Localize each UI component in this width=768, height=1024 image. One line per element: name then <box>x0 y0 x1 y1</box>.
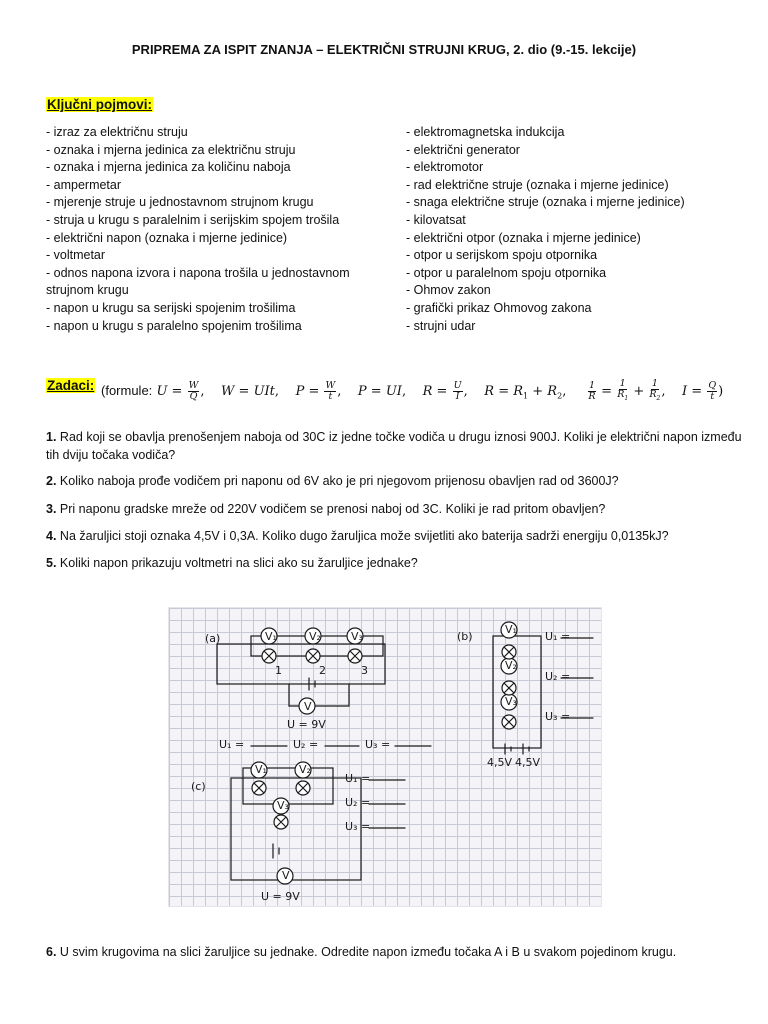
source-voltage-c: U = 9V <box>261 890 300 903</box>
formula-line: (formule: U = $\frac{W}{Q}$ , W = UIt, P = $\frac{W}{t}$ , P = UI, R = $\frac{U}{I}$ , $R = R_1 + R_2$, $\frac{1}{R}$ = $\frac{1}{R_1}$ + $\frac{1}{R_2}$ , I = $\frac{Q}{t}$ ) <box>101 378 724 402</box>
answer-label: U₂ = <box>545 670 571 683</box>
answer-label: U₃ = <box>545 710 571 723</box>
formulas-prefix: (formule: <box>101 382 153 398</box>
circuit-b-wire <box>493 636 541 748</box>
lamp-icon <box>502 715 516 729</box>
voltmeter-label: V₂ <box>505 659 517 672</box>
term-item: - elektromotor <box>406 160 484 175</box>
key-terms-left-column <box>46 124 350 335</box>
term-item: - oznaka i mjerna jedinica za količinu naboja <box>46 160 291 175</box>
task-2 <box>46 473 746 491</box>
answer-label: U₁ = <box>545 630 571 643</box>
circuit-c-wire <box>231 778 361 880</box>
circuit-c-label: (c) <box>191 780 206 793</box>
page-title: PRIPREMA ZA ISPIT ZNANJA – ELEKTRIČNI STRUJNI KRUG, 2. dio (9.-15. lekcije) <box>131 42 637 57</box>
term-item: - grafički prikaz Ohmovog zakona <box>406 300 592 315</box>
voltmeter-label: V <box>282 869 290 882</box>
lamp-icon <box>306 649 320 663</box>
term-item: - oznaka i mjerna jedinica za električnu struju <box>46 142 296 157</box>
key-terms-label: Ključni pojmovi: <box>47 97 153 112</box>
task-text: Koliki napon prikazuju voltmetri na slici ako su žaruljice jednake? <box>59 556 418 570</box>
task-text: Pri naponu gradske mreže od 220V vodičem se prenosi naboj od 3C. Koliki je rad pritom obavljen? <box>59 502 606 516</box>
lamp-icon <box>252 781 266 795</box>
fraction: $\frac{Q}{t}$ <box>708 379 717 402</box>
fraction: $\frac{W}{Q}$ <box>188 379 199 402</box>
term-item: - odnos napona izvora i napona trošila u jednostavnom <box>46 265 350 280</box>
term-item: - elektromagnetska indukcija <box>406 125 565 139</box>
task-text: Koliko naboja prođe vodičem pri naponu od 6V ako je pri njegovom prijenosu obavljen rad od 3600J? <box>59 474 619 488</box>
circuit-diagram-figure <box>168 607 602 907</box>
tasks-label: Zadaci: <box>47 378 95 393</box>
battery-icon <box>505 744 529 754</box>
key-terms-right-column <box>406 124 685 335</box>
battery-voltage: 4,5V <box>487 756 513 769</box>
voltmeter-label: V₁ <box>265 630 277 643</box>
term-item: - struja u krugu s paralelnim i serijskim spojem trošila <box>46 212 340 227</box>
voltmeter-label: V₂ <box>309 630 321 643</box>
circuit-b-label: (b) <box>457 630 473 643</box>
voltmeter-label: V <box>304 700 312 713</box>
lamp-icon <box>502 681 516 695</box>
answer-label: U₃ = <box>345 820 371 833</box>
source-voltage-a: U = 9V <box>287 718 326 731</box>
answer-label: U₂ = <box>345 796 371 809</box>
term-item: - izraz za električnu struju <box>46 125 188 139</box>
lamp-number: 3 <box>361 664 368 677</box>
voltmeter-label: V₁ <box>505 623 517 636</box>
voltmeter-label: V₃ <box>277 799 289 812</box>
fraction: $\frac{1}{R_2}$ <box>649 378 661 402</box>
term-item: - napon u krugu sa serijski spojenim trošilima <box>46 300 296 315</box>
lamp-icon <box>502 645 516 659</box>
term-item: strujnom krugu <box>46 283 129 298</box>
task-number: 6. <box>46 945 57 959</box>
fraction: $\frac{U}{I}$ <box>453 379 462 402</box>
lamp-icon <box>262 649 276 663</box>
term-item: - otpor u paralelnom spoju otpornika <box>406 265 607 280</box>
term-item: - napon u krugu s paralelno spojenim trošilima <box>46 318 302 333</box>
term-item: - kilovatsat <box>406 212 466 227</box>
task-text: Rad koji se obavlja prenošenjem naboja od 30C iz jedne točke vodiča u drugu iznosi 900J. Koliki je električni napon između tih dviju točaka vodiča? <box>46 430 742 462</box>
answer-label: U₃ = <box>365 738 391 751</box>
task-text: Na žaruljici stoji oznaka 4,5V i 0,3A. Koliko dugo žaruljica može svijetliti ako baterija sadrži energiju 0,0135kJ? <box>59 529 669 543</box>
term-item: - Ohmov zakon <box>406 283 491 298</box>
term-item: - električni otpor (oznaka i mjerne jedinice) <box>406 230 641 245</box>
task-number: 4. <box>46 529 57 543</box>
task-number: 3. <box>46 502 57 516</box>
task-6 <box>46 944 746 962</box>
term-item: - strujni udar <box>406 318 476 333</box>
lamp-number: 1 <box>275 664 282 677</box>
voltmeter-label: V₃ <box>351 630 363 643</box>
answer-label: U₁ = <box>345 772 371 785</box>
task-number: 5. <box>46 556 57 570</box>
circuit-a-label: (a) <box>205 632 221 645</box>
circuit-a-wire <box>217 644 385 684</box>
lamp-icon <box>296 781 310 795</box>
battery-icon <box>273 844 279 858</box>
fraction: $\frac{1}{R_1}$ <box>617 378 629 402</box>
answer-label: U₂ = <box>293 738 319 751</box>
task-5 <box>46 555 746 573</box>
voltmeter-label: V₃ <box>505 695 517 708</box>
task-4 <box>46 528 746 546</box>
battery-voltage: 4,5V <box>515 756 541 769</box>
fraction: $\frac{1}{R}$ <box>588 379 596 402</box>
task-number: 2. <box>46 474 57 488</box>
task-text: U svim krugovima na slici žaruljice su jednake. Odredite napon između točaka A i B u svakom pojedinom krugu. <box>59 945 677 959</box>
task-number: 1. <box>46 430 57 444</box>
fraction: $\frac{W}{t}$ <box>325 379 336 402</box>
circuit-sketch <box>169 608 601 906</box>
term-item: - voltmetar <box>46 248 106 263</box>
voltmeter-label: V₂ <box>299 763 311 776</box>
task-1 <box>46 429 746 464</box>
lamp-number: 2 <box>319 664 326 677</box>
term-item: - električni napon (oznaka i mjerne jedinice) <box>46 230 288 245</box>
term-item: - ampermetar <box>46 177 122 192</box>
term-item: - mjerenje struje u jednostavnom strujnom krugu <box>46 195 314 210</box>
lamp-icon <box>348 649 362 663</box>
term-item: - otpor u serijskom spoju otpornika <box>406 248 598 263</box>
lamp-icon <box>274 815 288 829</box>
voltmeter-label: V₁ <box>255 763 267 776</box>
term-item: - snaga električne struje (oznaka i mjerne jedinice) <box>406 195 685 210</box>
term-item: - rad električne struje (oznaka i mjerne jedinice) <box>406 177 669 192</box>
answer-label: U₁ = <box>219 738 245 751</box>
task-3 <box>46 501 746 519</box>
term-item: - električni generator <box>406 142 520 157</box>
